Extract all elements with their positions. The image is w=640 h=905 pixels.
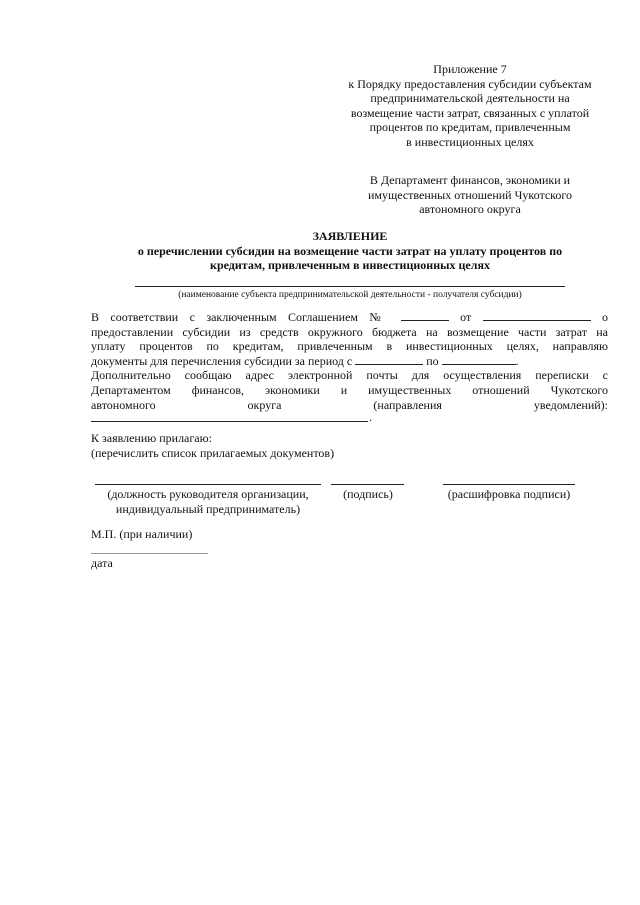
date-field-line[interactable] [91,553,208,554]
appendix-line: процентов по кредитам, привлеченным [369,120,571,135]
agreement-number-field[interactable] [401,310,449,321]
addressee-line: имущественных отношений Чукотского [367,187,573,202]
body-line: автономного округа (направления уведомлений): [91,397,608,412]
position-caption: (должность руководителя организации, индивидуальный предприниматель) [107,487,309,516]
period-from-field[interactable] [355,354,423,365]
body-line: Дополнительно сообщаю адрес электронной почты для осуществления переписки с [91,368,608,383]
date-caption: дата [91,556,113,570]
addressee-line: В Департамент финансов, экономики и [369,173,571,187]
signature-caption: (подпись) [343,487,393,501]
signature-decode-field-line[interactable] [443,484,575,485]
appendix-line: в инвестиционных целях [406,134,534,149]
application-body [91,310,608,412]
signature-field-line[interactable] [331,484,404,485]
applicant-name-field-line[interactable] [135,286,565,287]
appendix-line: к Порядку предоставления субсидии субъектам [348,76,592,91]
signature-decode-caption: (расшифровка подписи) [447,487,571,501]
email-field-end: . [369,410,372,424]
title-heading: ЗАЯВЛЕНИЕ [312,229,388,243]
appendix-line: предпринимательской деятельности на [370,91,570,106]
document-title [90,229,610,273]
stamp-label: М.П. (при наличии) [91,527,193,541]
period-to-field[interactable] [442,354,516,365]
title-line: кредитам, привлеченным в инвестиционных целях [210,258,490,273]
attachments-label: К заявлению прилагаю: [91,431,212,445]
applicant-name-caption: (наименование субъекта предпринимательской деятельности - получателя субсидии) [178,290,522,300]
title-line: о перечислении субсидии на возмещение части затрат на уплату процентов по [137,243,563,258]
agreement-date-field[interactable] [483,310,591,321]
appendix-header [330,62,610,150]
appendix-line: возмещение части затрат, связанных с уплатой [350,105,590,120]
body-line: предоставлении субсидии из средств окружного бюджета на возмещение части затрат на [91,324,608,339]
email-field-line[interactable] [91,421,368,422]
body-line: уплату процентов по кредитам, привлеченным в инвестиционных целях, направляю [91,339,608,354]
addressee-line: автономного округа [419,202,521,217]
body-line: документы для перечисления субсидии за период с по . [91,353,519,368]
body-line: Департаментом финансов, экономики и имущественных отношений Чукотского [91,382,608,397]
attachments-block [91,431,608,460]
position-field-line[interactable] [95,484,321,485]
body-line: В соответствии с заключенным Соглашением № от о [91,310,609,324]
appendix-line: Приложение 7 [433,62,507,76]
attachments-hint: (перечислить список прилагаемых документов) [91,445,335,460]
addressee-block [330,173,610,217]
